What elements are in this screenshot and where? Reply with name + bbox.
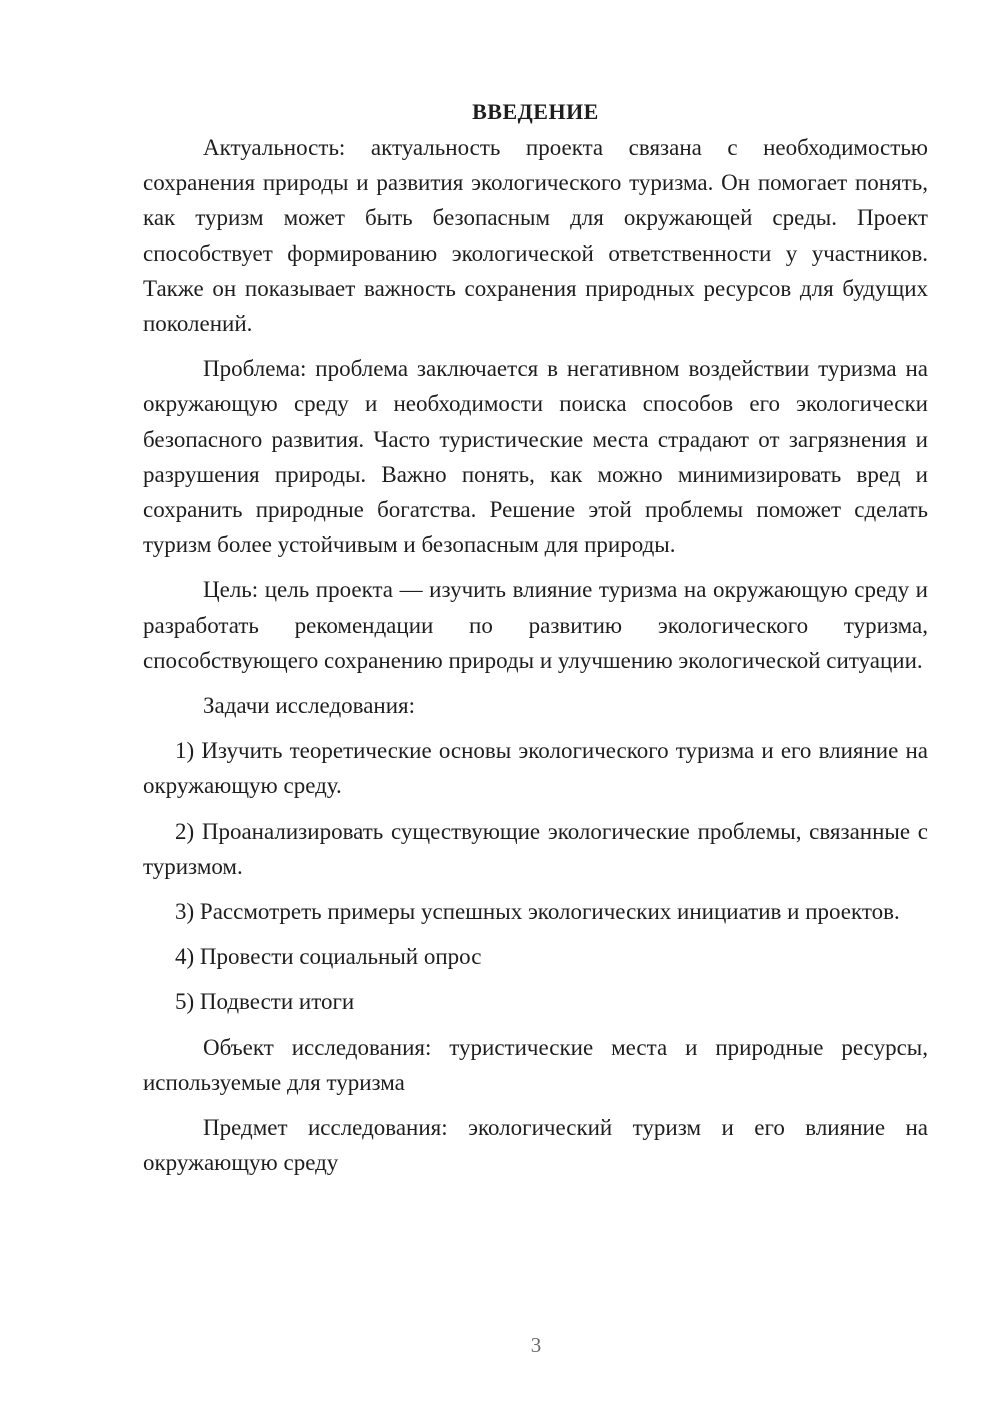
task-item-1: 1) Изучить теоретические основы экологического туризма и его влияние на окружающую среду. xyxy=(143,738,928,799)
goal-paragraph: Цель: цель проекта — изучить влияние туризма на окружающую среду и разработать рекомендации по развитию экологического туризма, способствующего сохранению природы и улучшению экологической ситуации. xyxy=(143,577,928,673)
relevance-paragraph: Актуальность: актуальность проекта связана с необходимостью сохранения природы и развития экологического туризма. Он помогает понять, как туризм может быть безопасным для окружающей среды. Проект способствует формированию экологической ответственности у участников. Также он показывает важность сохранения природных ресурсов для будущих поколений. xyxy=(143,135,928,337)
problem-paragraph: Проблема: проблема заключается в негативном воздействии туризма на окружающую среду и необходимости поиска способов его экологически безопасного развития. Часто туристические места страдают от загрязнения и разрушения природы. Важно понять, как можно минимизировать вред и сохранить природные богатства. Решение этой проблемы поможет сделать туризм более устойчивым и безопасным для природы. xyxy=(143,356,928,558)
document-body xyxy=(143,96,928,1190)
page-title: ВВЕДЕНИЕ xyxy=(472,99,599,124)
research-object-paragraph: Объект исследования: туристические места и природные ресурсы, используемые для туризма xyxy=(143,1034,928,1095)
task-item-2: 2) Проанализировать существующие экологические проблемы, связанные с туризмом. xyxy=(143,818,928,879)
page-number: 3 xyxy=(530,1333,542,1357)
task-item-4: 4) Провести социальный опрос xyxy=(175,944,482,970)
task-item-5: 5) Подвести итоги xyxy=(175,989,355,1015)
tasks-heading: Задачи исследования: xyxy=(203,693,416,719)
task-item-3: 3) Рассмотреть примеры успешных экологических инициатив и проектов. xyxy=(175,899,900,925)
research-subject-paragraph: Предмет исследования: экологический туризм и его влияние на окружающую среду xyxy=(143,1115,928,1176)
